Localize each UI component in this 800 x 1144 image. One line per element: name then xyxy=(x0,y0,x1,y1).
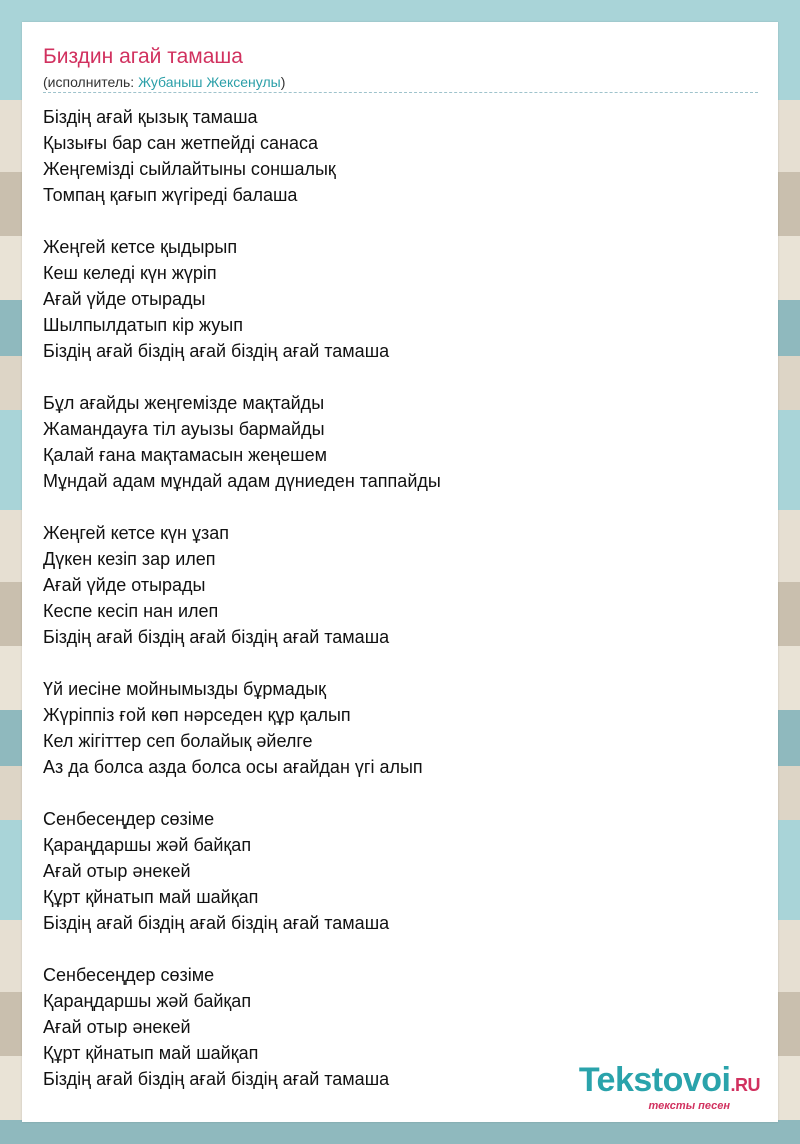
lyrics-line: Қараңдаршы жәй байқап xyxy=(43,835,252,855)
lyrics-stanza xyxy=(43,676,763,780)
lyrics-line: Томпаң қағып жүгіреді балаша xyxy=(43,185,298,205)
site-logo[interactable] xyxy=(579,1063,760,1112)
lyrics-line: Сенбесеңдер сөзіме xyxy=(43,809,215,829)
lyrics-line: Ағай үйде отырады xyxy=(43,289,206,309)
lyrics-line: Дүкен кезіп зар илеп xyxy=(43,549,216,569)
lyrics-line: Кел жігіттер сеп болайық әйелге xyxy=(43,731,313,751)
lyrics-line: Ағай отыр әнекей xyxy=(43,861,191,881)
lyrics-line: Мұндай адам мұндай адам дүниеден таппайды xyxy=(43,471,441,491)
lyrics-line: Қызығы бар сан жетпейді санаса xyxy=(43,133,318,153)
lyrics-line: Біздің ағай біздің ағай біздің ағай тамаша xyxy=(43,913,390,933)
lyrics-line: Қалай ғана мақтамасын жеңешем xyxy=(43,445,328,465)
lyrics-stanza xyxy=(43,234,763,364)
lyrics-stanza xyxy=(43,520,763,650)
lyrics-line: Кеспе кесіп нан илеп xyxy=(43,601,219,621)
lyrics-card xyxy=(22,22,778,1122)
lyrics-line: Құрт қйнатып май шайқап xyxy=(43,1043,259,1063)
lyrics-line: Жеңгемізді сыйлайтыны соншалық xyxy=(43,159,336,179)
lyrics-line: Жүріппіз ғой көп нәрседен құр қалып xyxy=(43,705,351,725)
lyrics-line: Жамандауға тіл ауызы бармайды xyxy=(43,419,325,439)
lyrics-line: Біздің ағай біздің ағай біздің ағай тамаша xyxy=(43,627,390,647)
lyrics-line: Біздің ағай біздің ағай біздің ағай тамаша xyxy=(43,341,390,361)
lyrics-line: Аз да болса азда болса осы ағайдан үгі алып xyxy=(43,757,423,777)
lyrics-line: Біздің ағай біздің ағай біздің ағай тамаша xyxy=(43,1069,390,1089)
artist-suffix: ) xyxy=(280,74,286,90)
song-title: Биздин агай тамаша xyxy=(43,45,243,68)
lyrics-stanza xyxy=(43,104,763,208)
lyrics-line: Сенбесеңдер сөзіме xyxy=(43,965,215,985)
lyrics-line: Ағай отыр әнекей xyxy=(43,1017,191,1037)
lyrics-line: Кеш келеді күн жүріп xyxy=(43,263,217,283)
lyrics-text xyxy=(43,104,763,1118)
artist-prefix: (исполнитель: xyxy=(43,74,139,90)
divider xyxy=(43,92,758,93)
lyrics-line: Жеңгей кетсе күн ұзап xyxy=(43,523,229,543)
lyrics-stanza xyxy=(43,390,763,494)
artist-link[interactable]: Жубаныш Жексенулы xyxy=(138,74,281,90)
lyrics-stanza xyxy=(43,806,763,936)
lyrics-line: Бұл ағайды жеңгемізде мақтайды xyxy=(43,393,325,413)
lyrics-line: Біздің ағай қызық тамаша xyxy=(43,107,258,127)
artist-line xyxy=(43,73,285,91)
lyrics-line: Үй иесіне мойнымызды бұрмадық xyxy=(43,679,327,699)
logo-name: Tekstovoi xyxy=(578,1061,731,1099)
logo-tagline: тексты песен xyxy=(648,1100,730,1112)
lyrics-line: Құрт қйнатып май шайқап xyxy=(43,887,259,907)
lyrics-line: Жеңгей кетсе қыдырып xyxy=(43,237,238,257)
logo-tld: .RU xyxy=(730,1075,760,1095)
lyrics-line: Шылпылдатып кір жуып xyxy=(43,315,243,335)
lyrics-line: Қараңдаршы жәй байқап xyxy=(43,991,252,1011)
lyrics-line: Ағай үйде отырады xyxy=(43,575,206,595)
